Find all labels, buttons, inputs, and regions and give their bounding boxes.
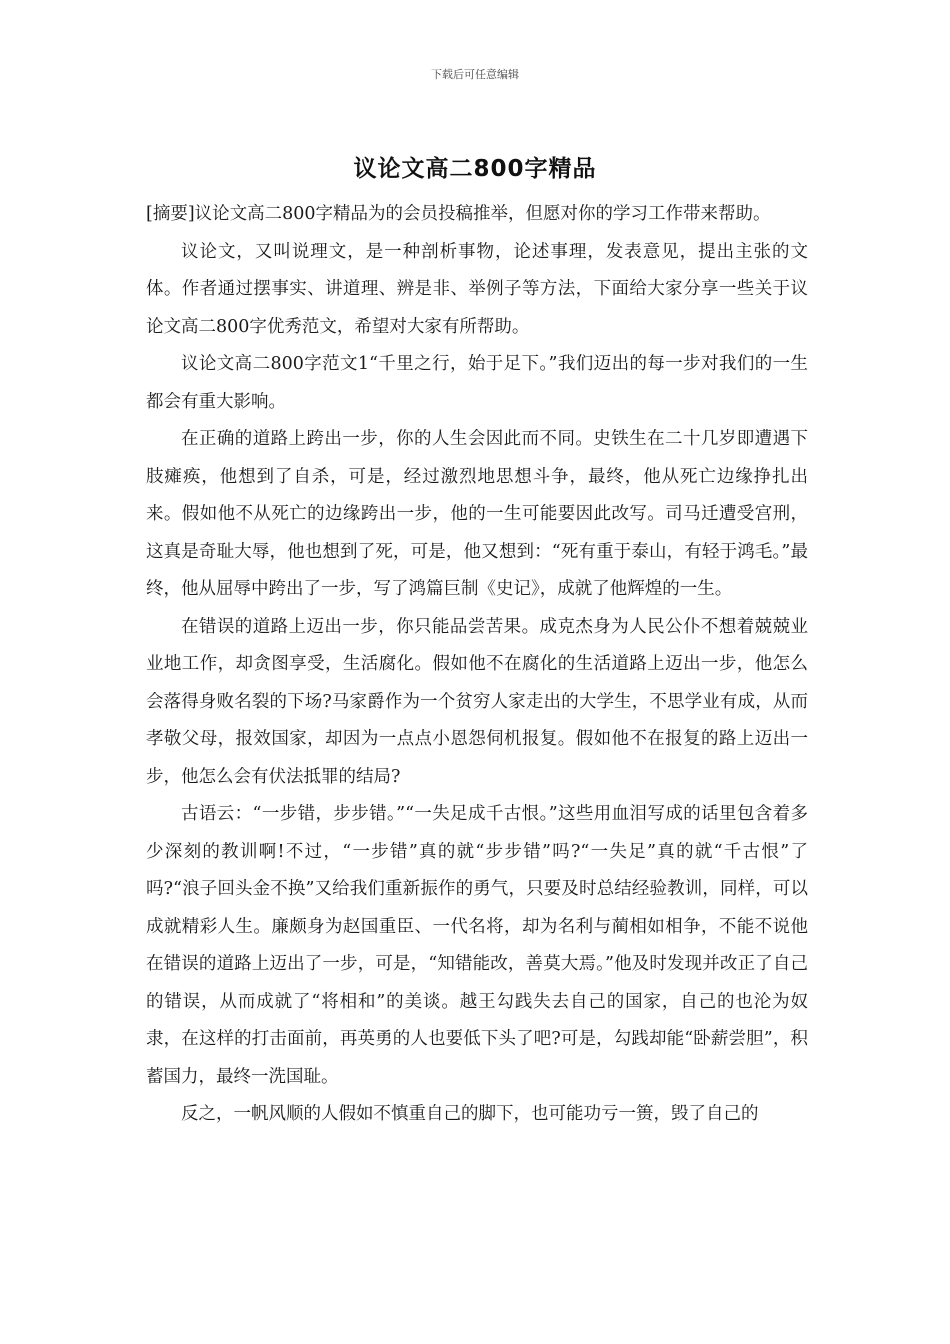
page-header-note: 下载后可任意编辑 [431, 68, 519, 81]
body-paragraph: 在错误的道路上迈出一步，你只能品尝苦果。成克杰身为人民公仆不想着兢兢业业地工作，却贪图享受，生活腐化。假如他不在腐化的生活道路上迈出一步，他怎么会落得身败名裂的下场?马家爵作为一个贫穷人家走出的大学生，不思学业有成，从而孝敬父母，报效国家，却因为一点点小恩怨伺机报复。假如他不在报复的路上迈出一步，他怎么会有伏法抵罪的结局? [146, 616, 808, 787]
document-body [146, 196, 808, 1134]
abstract-paragraph: [摘要]议论文高二800字精品为的会员投稿推举，但愿对你的学习工作带来帮助。 [146, 204, 771, 224]
body-paragraph: 议论文高二800字范文1“千里之行，始于足下。”我们迈出的每一步对我们的一生都会有重大影响。 [146, 354, 808, 412]
body-paragraph: 反之，一帆风顺的人假如不慎重自己的脚下，也可能功亏一篑，毁了自己的 [181, 1104, 759, 1124]
body-paragraph: 古语云：“一步错，步步错。”“一失足成千古恨。”这些用血泪写成的话里包含着多少深刻的教训啊!不过，“一步错”真的就“步步错”吗?“一失足”真的就“千古恨”了吗?“浪子回头金不换”又给我们重新振作的勇气，只要及时总结经验教训，同样，可以成就精彩人生。廉颇身为赵国重臣、一代名将，却为名利与蔺相如相争，不能不说他在错误的道路上迈出了一步，可是，“知错能改，善莫大焉。”他及时发现并改正了自己的错误，从而成就了“将相和”的美谈。越王勾践失去自己的国家，自己的也沦为奴隶，在这样的打击面前，再英勇的人也要低下头了吧?可是，勾践却能“卧薪尝胆”，积蓄国力，最终一洗国耻。 [146, 804, 808, 1087]
body-paragraph: 在正确的道路上跨出一步，你的人生会因此而不同。史铁生在二十几岁即遭遇下肢瘫痪，他想到了自杀，可是，经过激烈地思想斗争，最终，他从死亡边缘挣扎出来。假如他不从死亡的边缘跨出一步，他的一生可能要因此改写。司马迁遭受宫刑，这真是奇耻大辱，他也想到了死，可是，他又想到：“死有重于泰山，有轻于鸿毛。”最终，他从屈辱中跨出了一步，写了鸿篇巨制《史记》，成就了他辉煌的一生。 [146, 429, 808, 599]
document-title: 议论文高二800字精品 [353, 156, 597, 182]
body-paragraph: 议论文，又叫说理文，是一种剖析事物，论述事理，发表意见，提出主张的文体。作者通过摆事实、讲道理、辨是非、举例子等方法，下面给大家分享一些关于议论文高二800字优秀范文，希望对大家有所帮助。 [146, 241, 808, 337]
